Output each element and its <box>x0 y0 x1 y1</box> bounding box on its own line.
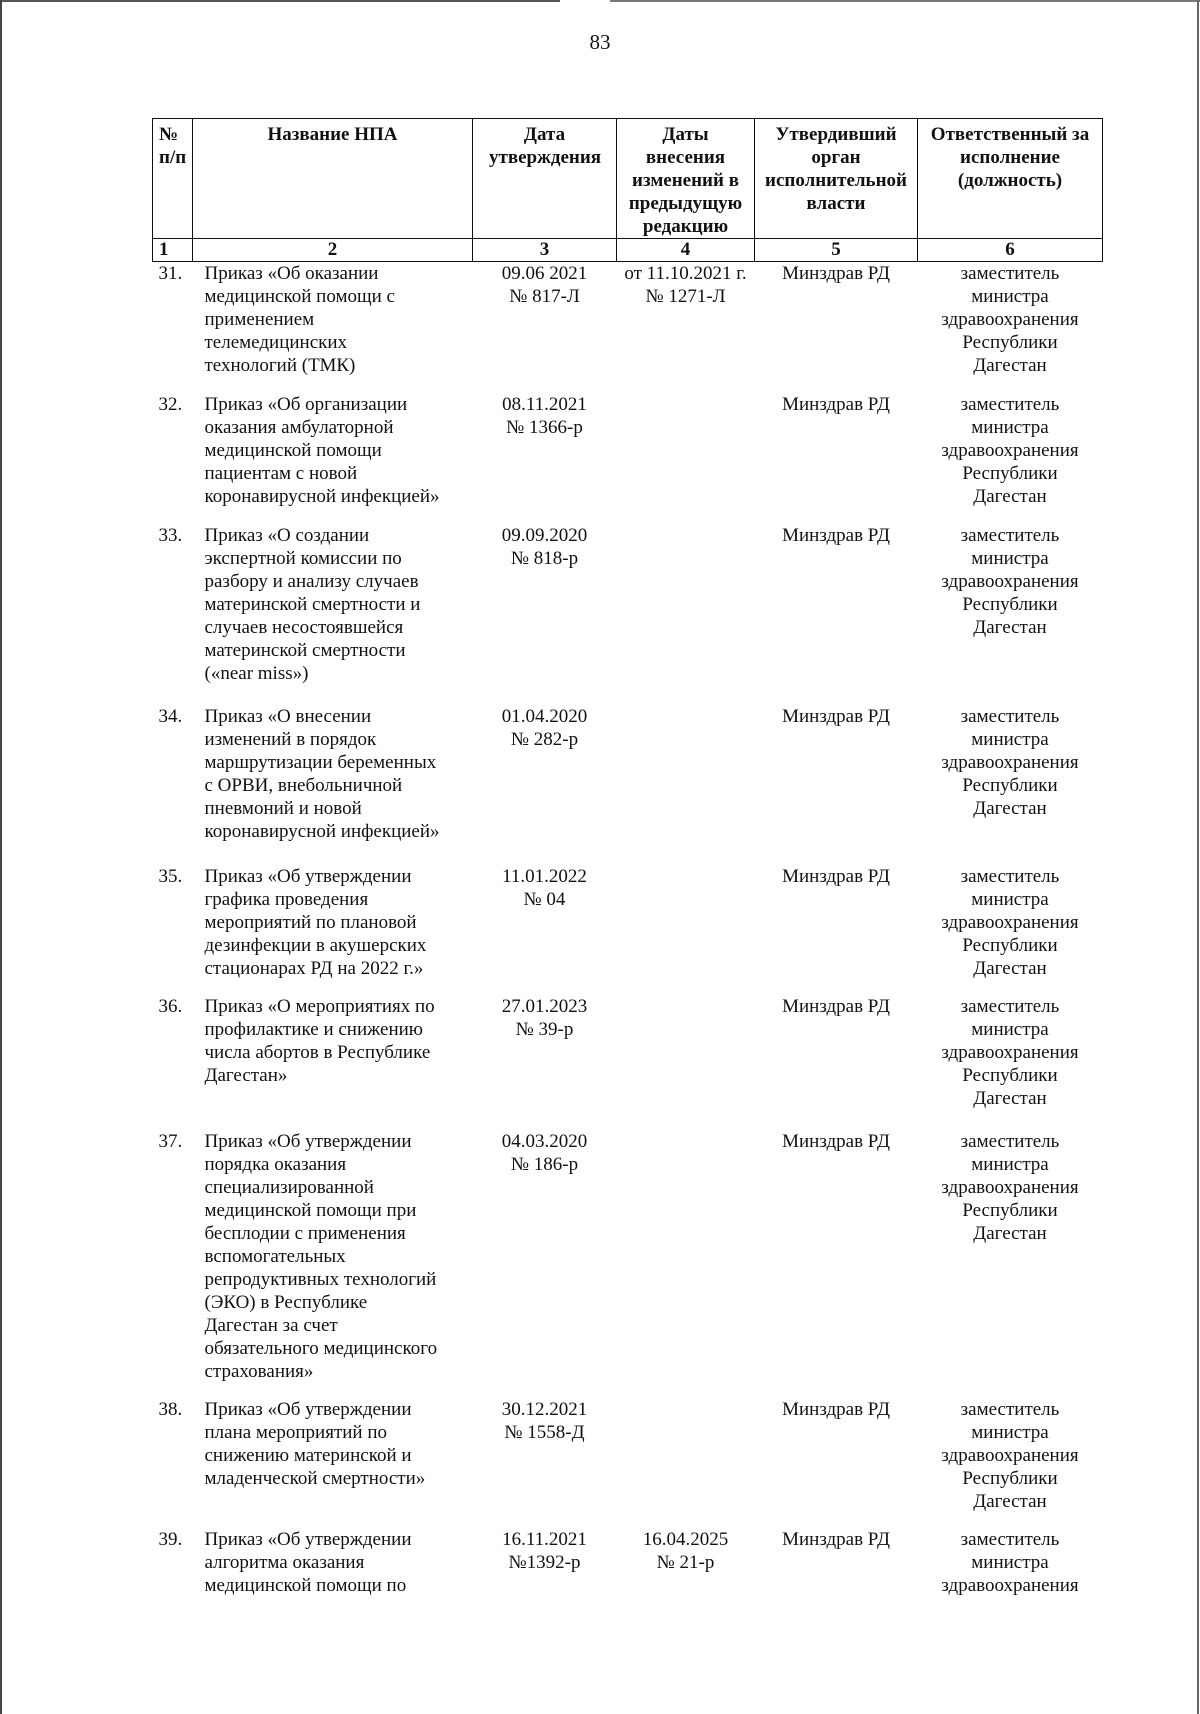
row-responsible: заместитель министра здравоохранения Республики Дагестан <box>941 393 1079 507</box>
column-number: 3 <box>473 239 617 262</box>
row-change-dates <box>617 1398 755 1528</box>
row-change-dates: от 11.10.2021 г. № 1271-Л <box>624 263 747 307</box>
row-approving-body: Минздрав РД <box>782 393 890 415</box>
row-approval-date: 08.11.2021 № 1366-р <box>502 393 587 438</box>
row-change-dates <box>617 393 755 524</box>
row-number: 31. <box>158 263 183 284</box>
header-name: Название НПА <box>193 119 473 239</box>
row-change-dates <box>617 705 755 865</box>
column-number: 5 <box>755 239 918 262</box>
npa-table <box>152 118 1103 1608</box>
row-approving-body: Минздрав РД <box>782 865 890 887</box>
column-number: 4 <box>617 239 755 262</box>
row-approving-body: Минздрав РД <box>782 524 890 546</box>
column-number: 6 <box>918 239 1103 262</box>
table-row <box>153 393 1103 524</box>
row-number: 36. <box>158 995 183 1017</box>
header-date: Дата утверждения <box>473 119 617 239</box>
row-responsible: заместитель министра здравоохранения Республики Дагестан <box>941 1398 1079 1512</box>
header-changes: Даты внесения изменений в предыдущую редакцию <box>617 119 755 239</box>
row-change-dates <box>617 995 755 1130</box>
column-number: 1 <box>153 239 193 262</box>
row-approving-body: Минздрав РД <box>782 1398 890 1420</box>
row-approval-date: 09.09.2020 № 818-р <box>501 524 588 569</box>
table-header <box>153 119 1103 262</box>
row-responsible: заместитель министра здравоохранения Республики Дагестан <box>941 263 1079 376</box>
row-number: 34. <box>158 705 183 727</box>
row-change-dates <box>617 865 755 995</box>
row-approval-date: 01.04.2020 № 282-р <box>501 705 588 750</box>
row-number: 32. <box>158 393 183 415</box>
row-approving-body: Минздрав РД <box>782 1130 890 1152</box>
row-npa-name: Приказ «Об утверждении порядка оказания специализированной медицинской помощи при бесплодии с применения вспомогательных репродуктивных технологий (ЭКО) в Республике Дагестан за счет обязательного медицинского страхования» <box>204 1130 438 1382</box>
row-npa-name: Приказ «О создании экспертной комиссии по разбору и анализу случаев материнской смертности и случаев несостоявшейся материнской смертности («near miss») <box>204 524 421 684</box>
table-row <box>153 262 1103 393</box>
row-approving-body: Минздрав РД <box>782 1528 890 1550</box>
row-approval-date: 09.06 2021 № 817-Л <box>501 263 588 307</box>
row-approval-date: 27.01.2023 № 39-р <box>501 995 588 1040</box>
scan-edge-top-right <box>610 0 1200 2</box>
table-row <box>153 995 1103 1130</box>
row-responsible: заместитель министра здравоохранения Республики Дагестан <box>941 865 1079 979</box>
column-number-row <box>153 239 1103 262</box>
table-row <box>153 1398 1103 1528</box>
row-npa-name: Приказ «О внесении изменений в порядок маршрутизации беременных с ОРВИ, внебольничной пневмоний и новой коронавирусной инфекцией» <box>204 705 440 842</box>
row-npa-name: Приказ «Об утверждении плана мероприятий по снижению материнской и младенческой смертности» <box>204 1398 426 1489</box>
row-npa-name: Приказ «Об оказании медицинской помощи с применением телемедицинских технологий (ТМК) <box>204 263 395 376</box>
header-num: № п/п <box>153 119 193 239</box>
row-number: 37. <box>158 1130 183 1152</box>
table-row <box>153 1130 1103 1398</box>
scan-edge-left <box>0 0 2 1714</box>
scan-edge-top <box>0 0 560 2</box>
row-responsible: заместитель министра здравоохранения Республики Дагестан <box>941 1130 1079 1244</box>
row-number: 39. <box>158 1528 183 1550</box>
row-npa-name: Приказ «О мероприятиях по профилактике и снижению числа абортов в Республике Дагестан» <box>204 995 435 1086</box>
row-change-dates <box>617 524 755 705</box>
row-approval-date: 04.03.2020 № 186-р <box>501 1130 588 1175</box>
row-approving-body: Минздрав РД <box>782 263 890 284</box>
row-npa-name: Приказ «Об утверждении алгоритма оказания медицинской помощи по <box>204 1528 412 1596</box>
row-responsible: заместитель министра здравоохранения <box>941 1528 1079 1596</box>
row-number: 33. <box>158 524 183 546</box>
row-approval-date: 11.01.2022 № 04 <box>502 865 587 910</box>
row-approval-date: 30.12.2021 № 1558-Д <box>501 1398 588 1443</box>
row-responsible: заместитель министра здравоохранения Республики Дагестан <box>941 524 1079 638</box>
table-row <box>153 865 1103 995</box>
table-row <box>153 1528 1103 1608</box>
row-responsible: заместитель министра здравоохранения Республики Дагестан <box>941 995 1079 1109</box>
header-responsible: Ответственный за исполнение (должность) <box>918 119 1103 239</box>
row-approving-body: Минздрав РД <box>782 705 890 727</box>
row-npa-name: Приказ «Об организации оказания амбулаторной медицинской помощи пациентам с новой коронавирусной инфекцией» <box>204 393 440 507</box>
column-number: 2 <box>193 239 473 262</box>
table-body <box>153 262 1103 1608</box>
row-responsible: заместитель министра здравоохранения Республики Дагестан <box>941 705 1079 819</box>
page-number: 83 <box>589 30 611 54</box>
row-number: 35. <box>158 865 183 887</box>
row-change-dates <box>617 1130 755 1398</box>
row-approval-date: 16.11.2021 №1392-р <box>502 1528 587 1573</box>
header-row <box>153 119 1103 239</box>
row-number: 38. <box>158 1398 183 1420</box>
table-row <box>153 705 1103 865</box>
scan-edge-right <box>1197 0 1199 1714</box>
row-approving-body: Минздрав РД <box>782 995 890 1017</box>
row-change-dates: 16.04.2025 № 21-р <box>642 1528 729 1573</box>
table-row <box>153 524 1103 705</box>
header-organ: Утвердивший орган исполнительной власти <box>755 119 918 239</box>
row-npa-name: Приказ «Об утверждении графика проведения мероприятий по плановой дезинфекции в акушерских стационарах РД на 2022 г.» <box>204 865 427 979</box>
